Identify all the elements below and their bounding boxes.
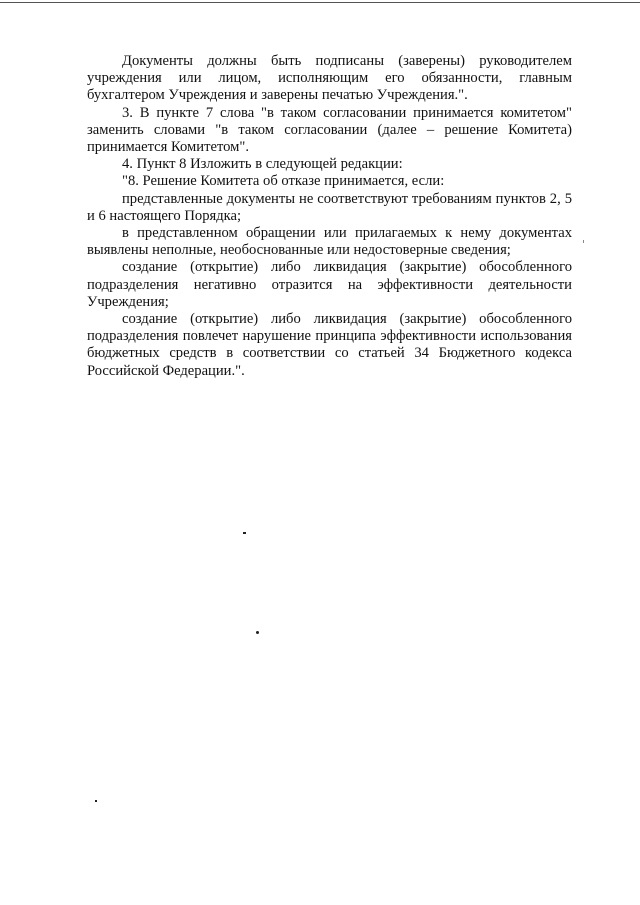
paragraph: 4. Пункт 8 Изложить в следующей редакции: <box>122 156 403 173</box>
paragraph: представленные документы не соответствуют требованиям пунктов 2, 5 и 6 настоящего Порядка; <box>87 190 572 224</box>
paragraph: создание (открытие) либо ликвидация (закрытие) обособленного подразделения негативно отразится на эффективности деятельности Учреждения; <box>87 259 572 310</box>
scan-speck <box>243 532 246 534</box>
scan-speck <box>583 240 584 243</box>
scan-edge-line <box>0 2 640 3</box>
paragraph: "8. Решение Комитета об отказе принимается, если: <box>122 173 445 190</box>
paragraph: в представленном обращении или прилагаемых к нему документах выявлены неполные, необоснованные или недостоверные сведения; <box>87 225 572 259</box>
document-body <box>87 53 572 380</box>
paragraph: создание (открытие) либо ликвидация (закрытие) обособленного подразделения повлечет нарушение принципа эффективности использования бюджетных средств в соответствии со статьей 34 Бюджетного кодекса Российской Федерации.". <box>87 311 572 379</box>
paragraph: 3. В пункте 7 слова "в таком согласовании принимается комитетом" заменить словами "в таком согласовании (далее – решение Комитета) принимается Комитетом". <box>87 104 572 156</box>
paragraph: Документы должны быть подписаны (заверены) руководителем учреждения или лицом, исполняющим его обязанности, главным бухгалтером Учреждения и заверены печатью Учреждения.". <box>87 53 572 104</box>
scan-speck <box>256 631 259 634</box>
scan-speck <box>95 800 97 802</box>
